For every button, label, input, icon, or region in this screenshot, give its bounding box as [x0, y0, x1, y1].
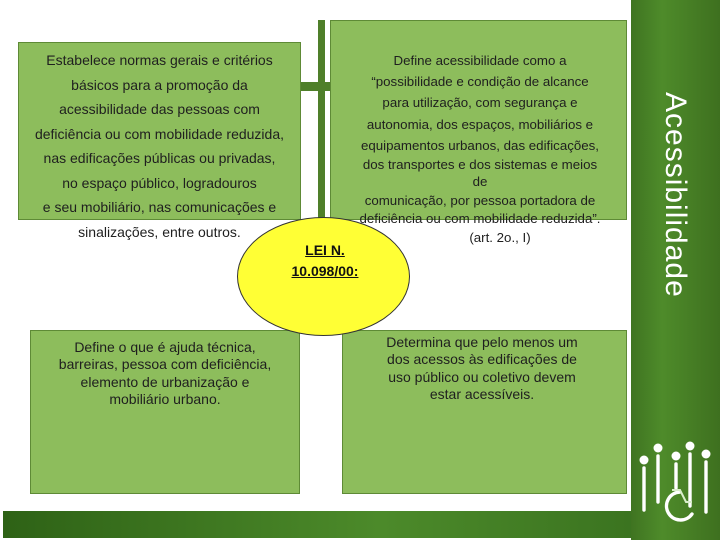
text-line: comunicação, por pessoa portadora de [364, 193, 596, 209]
text-line: dos acessos às edificações de [387, 351, 577, 368]
top-left-text [18, 48, 301, 244]
law-title [270, 240, 380, 282]
text-line: dos transportes e dos sistemas e meios [362, 157, 598, 173]
text-line: e seu mobiliário, nas comunicações e [42, 199, 277, 215]
side-title [630, 88, 720, 308]
text-line: Estabelece normas gerais e critérios [46, 52, 273, 68]
side-title-text: Acessibilidade [659, 92, 692, 298]
text-line: Define o que é ajuda técnica, [74, 339, 256, 355]
text-line: de [472, 174, 488, 190]
text-line: (art. 2o., I) [469, 230, 531, 246]
law-line: 10.098/00: [291, 263, 359, 279]
text-line: mobiliário urbano. [109, 390, 221, 407]
text-line: Determina que pelo menos um [386, 334, 578, 350]
text-line: Define acessibilidade como a [393, 53, 567, 68]
text-line: “possibilidade e condição de alcance [371, 74, 589, 90]
text-line: para utilização, com segurança e [382, 95, 578, 111]
text-line: deficiência ou com mobilidade reduzida, [34, 125, 285, 142]
text-line: deficiência ou com mobilidade reduzida”. [359, 211, 601, 227]
text-line: elemento de urbanização e [80, 373, 250, 390]
text-line: sinalizações, entre outros. [78, 223, 241, 240]
text-line: uso público ou coletivo devem [388, 368, 576, 385]
people-accessibility-icon [634, 440, 718, 528]
text-line: acessibilidade das pessoas com [59, 101, 260, 117]
text-line: autonomia, dos espaços, mobiliários e [366, 116, 594, 132]
bottom-right-text [342, 334, 622, 403]
text-line: estar acessíveis. [429, 385, 535, 402]
text-line: básicos para a promoção da [71, 76, 248, 93]
law-line: LEI N. [305, 242, 345, 258]
bottom-bar [3, 511, 631, 538]
bottom-left-text [30, 339, 300, 408]
top-right-text [330, 50, 630, 248]
text-line: nas edificações públicas ou privadas, [43, 150, 276, 166]
text-line: no espaço público, logradouros [62, 174, 257, 191]
text-line: equipamentos urbanos, das edificações, [360, 137, 600, 153]
text-line: barreiras, pessoa com deficiência, [58, 356, 272, 373]
